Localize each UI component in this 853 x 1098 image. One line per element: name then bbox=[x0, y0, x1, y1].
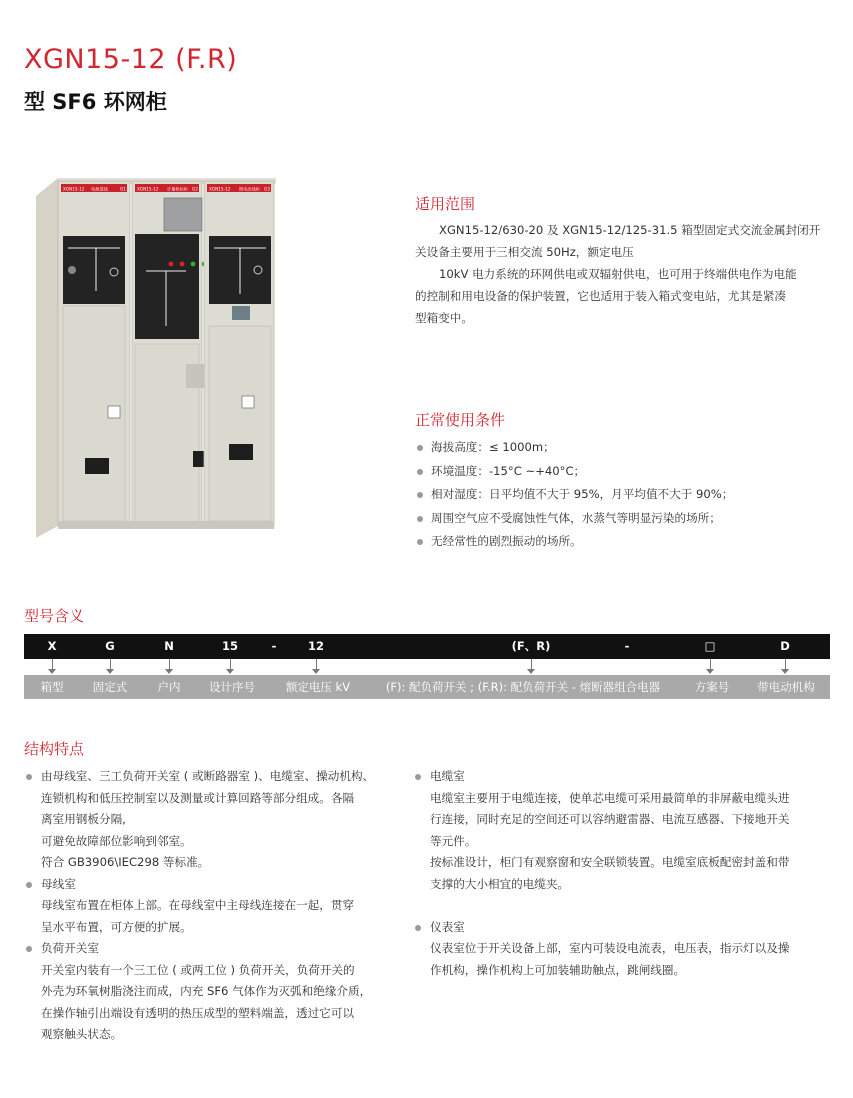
model-description-cell: 额定电压 kV bbox=[285, 680, 351, 694]
down-arrow-icon bbox=[705, 659, 715, 675]
structure-text: 电缆室主要用于电缆连接，使单芯电缆可采用最简单的非屏蔽电缆头进 bbox=[430, 790, 790, 805]
structure-text: 观察触头状态。 bbox=[41, 1027, 123, 1041]
bullet-icon bbox=[26, 882, 32, 888]
bullet-icon bbox=[417, 539, 423, 545]
list-item bbox=[413, 917, 833, 939]
list-item bbox=[415, 436, 835, 460]
model-code-cell: (F、R) bbox=[511, 639, 551, 653]
left-panel-title: 电源进线 bbox=[91, 186, 108, 192]
structure-heading: 结构特点 bbox=[24, 740, 85, 758]
model-code-cell: 15 bbox=[221, 639, 239, 653]
condition-text: 海拔高度：≤ 1000m； bbox=[431, 440, 555, 454]
left-panel-label: XGN15-12 bbox=[63, 186, 85, 192]
model-code-cell: - bbox=[271, 639, 277, 653]
model-code-cell: N bbox=[164, 639, 174, 653]
bullet-icon bbox=[417, 516, 423, 522]
model-code-bar bbox=[24, 634, 830, 659]
structure-subheading: 电缆室 bbox=[430, 769, 465, 783]
scope-heading: 适用范围 bbox=[415, 195, 476, 213]
scope-line: 关设备主要用于三相交流 50Hz，额定电压 bbox=[415, 245, 634, 259]
scope-line: 型箱变中。 bbox=[415, 311, 473, 325]
condition-text: 环境温度：-15°C ~+40°C； bbox=[431, 463, 586, 478]
bullet-icon bbox=[417, 492, 423, 498]
list-item bbox=[415, 483, 835, 507]
model-description-cell: 设计序号 bbox=[209, 680, 255, 694]
scope-text bbox=[415, 219, 835, 329]
condition-text: 周围空气应不受腐蚀性气体，水蒸气等明显污染的场所； bbox=[431, 510, 721, 525]
bullet-icon bbox=[26, 774, 32, 780]
bullet-icon bbox=[26, 946, 32, 952]
list-item bbox=[24, 874, 404, 896]
model-description-cell: 方案号 bbox=[694, 680, 730, 694]
list-item bbox=[415, 530, 835, 554]
structure-text: 由母线室、三工负荷开关室 ( 或断路器室 )、电缆室、操动机构、 bbox=[41, 769, 375, 783]
structure-text: 按标准设计，柜门有观察窗和安全联锁装置。电缆室底板配密封盖和带 bbox=[430, 855, 790, 869]
model-code-cell: G bbox=[105, 639, 115, 653]
structure-subheading: 母线室 bbox=[41, 876, 76, 891]
structure-subheading: 仪表室 bbox=[430, 919, 465, 934]
product-model-title: XGN15-12 (F.R) bbox=[24, 44, 238, 75]
down-arrow-icon bbox=[526, 659, 536, 675]
condition-text: 相对湿度：日平均值不大于 95%，月平均值不大于 90%； bbox=[431, 487, 734, 501]
model-code-cell: D bbox=[780, 639, 790, 653]
bullet-icon bbox=[417, 469, 423, 475]
structure-text: 连锁机构和低压控制室以及测量或计算回路等部分组成。各隔 bbox=[41, 790, 355, 805]
model-meaning-heading: 型号含义 bbox=[24, 607, 85, 625]
structure-text: 母线室布置在柜体上部。在母线室中主母线连接在一起，贯穿 bbox=[41, 898, 355, 912]
model-description-cell: 户内 bbox=[157, 680, 181, 694]
structure-text: 行连接，同时充足的空间还可以容纳避雷器、电流互感器、下接地开关 bbox=[430, 812, 790, 826]
structure-text: 呈水平布置，可方便的扩展。 bbox=[41, 919, 192, 934]
structure-text: 等元件。 bbox=[430, 833, 477, 848]
list-item bbox=[413, 766, 833, 788]
condition-text: 无经常性的剧烈振动的场所。 bbox=[431, 534, 582, 548]
model-code-cell: 12 bbox=[307, 639, 325, 653]
middle-panel-number: G2 bbox=[192, 186, 198, 192]
structure-left-column bbox=[24, 766, 404, 1046]
right-panel-number: G3 bbox=[264, 186, 270, 192]
right-panel-label: XGN15-12 bbox=[209, 186, 231, 192]
structure-text: 可避免故障部位影响到邻室。 bbox=[41, 833, 192, 848]
model-description-cell: 带电动机构 bbox=[757, 680, 815, 694]
down-arrow-icon bbox=[164, 659, 174, 675]
model-description-bar bbox=[24, 675, 830, 699]
down-arrow-icon bbox=[780, 659, 790, 675]
structure-subheading: 负荷开关室 bbox=[41, 941, 99, 955]
scope-line: XGN15-12/630-20 及 XGN15-12/125-31.5 箱型固定式交流金属封闭开 bbox=[439, 223, 821, 237]
list-item bbox=[24, 938, 404, 960]
structure-text: 支撑的大小相宜的电缆夹。 bbox=[430, 876, 570, 891]
model-description-cell: 箱型 bbox=[40, 680, 64, 694]
structure-text: 外壳为环氧树脂浇注而成，内充 SF6 气体作为灭弧和绝缘介质， bbox=[41, 984, 372, 998]
bullet-icon bbox=[415, 925, 421, 931]
product-subtitle: 型 SF6 环网柜 bbox=[24, 90, 167, 114]
list-item bbox=[415, 507, 835, 531]
structure-text: 仪表室位于开关设备上部，室内可装设电流表，电压表，指示灯以及操 bbox=[430, 941, 790, 955]
down-arrow-icon bbox=[225, 659, 235, 675]
left-panel-number: G1 bbox=[120, 186, 126, 192]
middle-panel-label: XGN15-12 bbox=[137, 186, 159, 192]
model-code-cell: X bbox=[47, 639, 57, 653]
model-description-cell: 固定式 bbox=[92, 680, 128, 694]
model-code-cell: - bbox=[624, 639, 630, 653]
structure-text: 离室用钢板分隔, bbox=[41, 812, 126, 826]
structure-text: 在操作轴引出端设有透明的热压成型的塑料端盖，透过它可以 bbox=[41, 1005, 355, 1020]
bullet-icon bbox=[417, 445, 423, 451]
down-arrow-icon bbox=[311, 659, 321, 675]
scope-line: 10kV 电力系统的环网供电或双辐射供电，也可用于终端供电作为电能 bbox=[439, 267, 797, 281]
scope-line: 的控制和用电设备的保护装置，它也适用于装入箱式变电站，尤其是紧凑 bbox=[415, 289, 787, 303]
structure-text: 符合 GB3906\IEC298 等标准。 bbox=[41, 855, 210, 869]
bullet-icon bbox=[415, 774, 421, 780]
down-arrow-icon bbox=[47, 659, 57, 675]
structure-right-column bbox=[413, 766, 833, 981]
middle-panel-title: 计量柜标柜 bbox=[167, 186, 188, 192]
conditions-heading: 正常使用条件 bbox=[415, 411, 506, 429]
model-code-cell: □ bbox=[704, 639, 716, 653]
conditions-list bbox=[415, 436, 835, 554]
list-item bbox=[415, 460, 835, 484]
product-photo bbox=[36, 176, 276, 546]
right-panel-title: 馈电出线柜 bbox=[239, 186, 260, 192]
down-arrow-icon bbox=[105, 659, 115, 675]
list-item bbox=[24, 766, 404, 788]
model-description-cell: (F): 配负荷开关 ; (F.R): 配负荷开关 - 熔断器组合电器 bbox=[385, 680, 661, 694]
structure-text: 开关室内装有一个三工位 ( 或两工位 ) 负荷开关，负荷开关的 bbox=[41, 962, 355, 977]
structure-text: 作机构，操作机构上可加装辅助触点，跳闸线圈。 bbox=[430, 962, 686, 977]
model-code-arrows bbox=[24, 659, 830, 675]
